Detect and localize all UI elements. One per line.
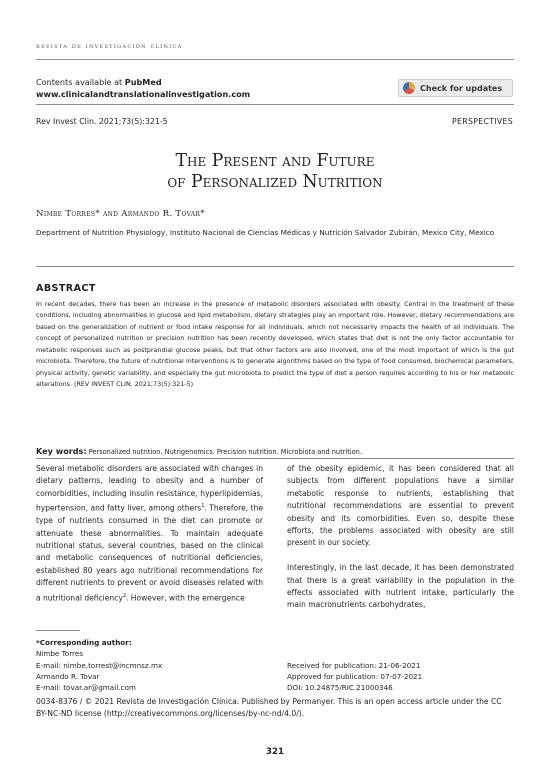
header-rule-2 xyxy=(36,104,514,105)
journal-website-link[interactable]: www.clinicalandtranslationalinvestigation.com xyxy=(36,89,251,99)
keywords-text: Personalized nutrition. Nutrigenomics. Precision nutrition. Microbiota and nutrition. xyxy=(88,448,362,456)
author-email-2[interactable]: E-mail: tovar.ar@gmail.com xyxy=(36,683,136,693)
crossmark-icon xyxy=(403,82,415,94)
footnote-rule xyxy=(36,630,80,631)
contents-prefix: Contents available at xyxy=(36,77,125,87)
author-name-1: Nimbe Torres xyxy=(36,649,84,659)
body-column-2 xyxy=(287,463,514,612)
affiliation: Department of Nutrition Physiology, Instituto Nacional de Ciencias Médicas y Nutrición Salvador Zubirán, Mexico City, Mexico xyxy=(36,228,495,237)
received-date: Received for publication: 21-06-2021 xyxy=(287,660,421,670)
header-rule xyxy=(36,59,514,60)
article-title-line-2: of Personalized Nutrition xyxy=(167,172,383,192)
authors: Nimbe Torres* and Armando R. Tovar* xyxy=(36,209,205,219)
reference-link[interactable]: 2 xyxy=(122,592,126,599)
body-paragraph: of the obesity epidemic, it has been considered that all subjects from different populations have a similar metabolic response to nutrients, establishing that nutritional recommendations are essential to prevent obesity and its comorbidities. Even so, despite these efforts, the problems associated with obesity are still present in our society. xyxy=(287,464,514,548)
doi[interactable]: DOI: 10.24875/RIC.21000346 xyxy=(287,683,393,693)
keywords xyxy=(36,446,362,456)
abstract-text: In recent decades, there has been an increase in the presence of metabolic disorders associated with obesity. Central in the treatment of these conditions, including abnormalities in glucose and lipid metabolism, dietary strategies play an important role. However, dietary recommendations are based on the generalization of nutrient or food intake response for all individuals, which not necessarily impacts the health of all individuals. The concept of personalized nutrition or precision nutrition has been recently developed, which states that diet is not the only factor accountable for metabolic responses such as postprandial glucose peaks, but that other factors are also involved, one of the most important of which is the gut microbiota. Therefore, the future of nutritional interventions is to generate algorithms based on the type of food consumed, biochemical parameters, physical activity, genetic variability, and especially the gut microbiota to predict the type of diet a person requires according to his or her metabolic alterations. (REV INVEST CLIN. 2021;73(5):321-5) xyxy=(36,301,514,389)
author-name-2: Armando R. Tovar xyxy=(36,671,100,681)
keywords-label: Key words: xyxy=(36,446,87,456)
reference-link[interactable]: 1 xyxy=(201,503,205,510)
abstract-heading: ABSTRACT xyxy=(36,283,96,294)
citation: Rev Invest Clin. 2021;73(5):321-5 xyxy=(36,117,168,126)
check-for-updates-label: Check for updates xyxy=(420,83,503,93)
corresponding-author-heading: *Corresponding author: xyxy=(36,638,132,647)
correspondence-block xyxy=(36,637,514,693)
body-column-1 xyxy=(36,463,263,605)
journal-name: revista de investigación clínica xyxy=(36,41,183,50)
section-label: PERSPECTIVES xyxy=(452,117,513,126)
body-paragraph: Several metabolic disorders are associated with changes in dietary patterns, leading to obesity and a number of comorbidities, including insulin resistance, hyperlipidemias, hypertension, and fatty liver, among others$^1$. Therefore, the type of nutrients consumed in the diet can promote or attenuate these abnormalities. To maintain adequate nutritional status, several countries, based on the clinical and metabolic consequences of nutritional deficiencies, established 80 years ago nutritional recommendations for different nutrients to prevent or avoid diseases related with a nutritional deficiency$^2$. However, with the emergence xyxy=(36,464,263,603)
article-title-line-1: The Present and Future xyxy=(175,151,375,171)
page-number: 321 xyxy=(266,747,284,757)
abstract-rule xyxy=(36,266,514,267)
author-email-1[interactable]: E-mail: nimbe.torrest@incmnsz.mx xyxy=(36,660,163,670)
check-for-updates-button[interactable] xyxy=(398,79,513,97)
approved-date: Approved for publication: 07-07-2021 xyxy=(287,671,423,681)
body-paragraph: Interestingly, in the last decade, it has been demonstrated that there is a great variability in the population in the effects associated with nutrient intake, particularly the main macronutrients carbohydrates, xyxy=(287,563,514,610)
keywords-rule xyxy=(36,458,514,459)
contents-available xyxy=(36,77,162,87)
contents-source-link[interactable]: PubMed xyxy=(124,77,162,87)
license-text: 0034-8376 / © 2021 Revista de Investigación Clínica. Published by Permanyer. This is an open access article under the CC BY-NC-ND license (http://creativecommons.org/licenses/by-nc-nd/4.0/). xyxy=(36,697,502,718)
